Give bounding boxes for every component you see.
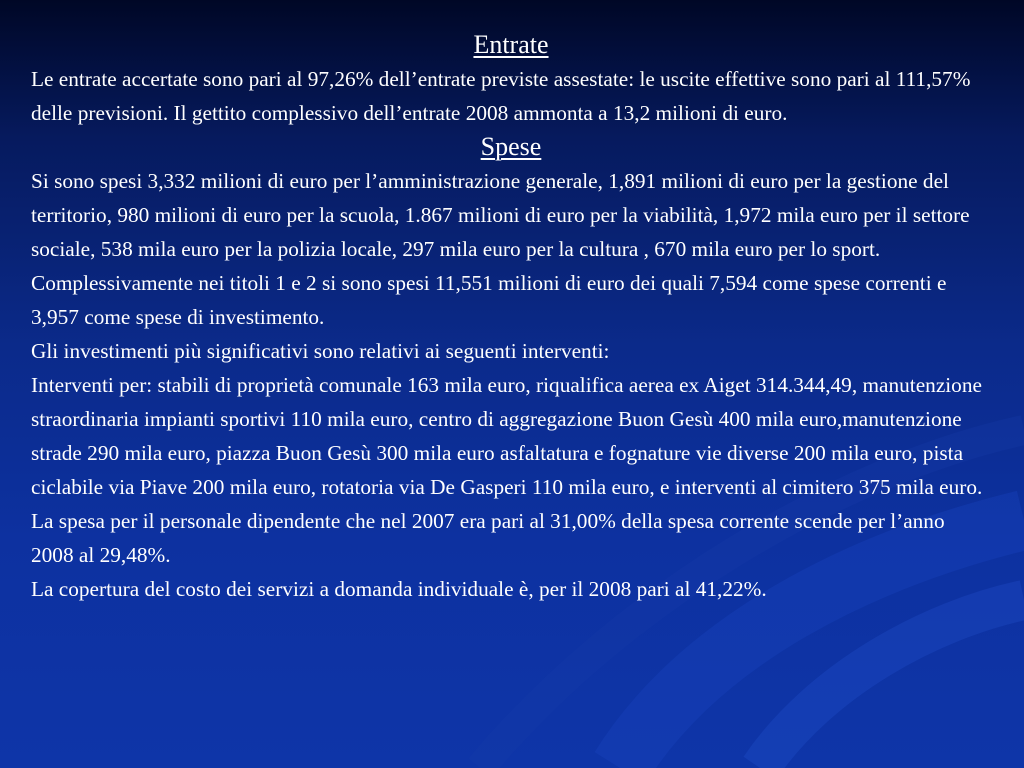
spese-paragraph-totals: Complessivamente nei titoli 1 e 2 si sono spesi 11,551 milioni di euro dei quali 7,594 come spese correnti e 3,957 come spese di investimento.	[31, 271, 947, 329]
spese-paragraph-investments-intro: Gli investimenti più significativi sono relativi ai seguenti interventi:	[31, 339, 610, 363]
heading-spese: Spese	[480, 132, 542, 161]
spese-paragraph-allocations: Si sono spesi 3,332 milioni di euro per l’amministrazione generale, 1,891 milioni di euro per la gestione del territorio, 980 milioni di euro per la scuola, 1.867 milioni di euro per la viabilità, 1,972 mila euro per il settore sociale, 538 mila euro per la polizia locale, 297 mila euro per la cultura , 670 mila euro per lo sport.	[31, 169, 970, 261]
slide-content	[31, 28, 991, 606]
spese-paragraph-interventions: Interventi per: stabili di proprietà comunale 163 mila euro, riqualifica aerea ex Aiget 314.344,49, manutenzione straordinaria impianti sportivi 110 mila euro, centro di aggregazione Buon Gesù 400 mila euro,manutenzione strade 290 mila euro, piazza Buon Gesù 300 mila euro asfaltatura e fognature vie diverse 200 mila euro, pista ciclabile via Piave 200 mila euro, rotatoria via De Gasperi 110 mila euro, e interventi al cimitero 375 mila euro.	[31, 373, 983, 499]
entrate-paragraph: Le entrate accertate sono pari al 97,26% dell’entrate previste assestate: le uscite effettive sono pari al 111,57% delle previsioni. Il gettito complessivo dell’entrate 2008 ammonta a 13,2 milioni di euro.	[31, 67, 971, 125]
heading-entrate: Entrate	[473, 30, 549, 59]
spese-paragraph-personnel: La spesa per il personale dipendente che nel 2007 era pari al 31,00% della spesa corrente scende per l’anno 2008 al 29,48%.	[31, 509, 945, 567]
spese-paragraph-coverage: La copertura del costo dei servizi a domanda individuale è, per il 2008 pari al 41,22%.	[31, 577, 767, 601]
